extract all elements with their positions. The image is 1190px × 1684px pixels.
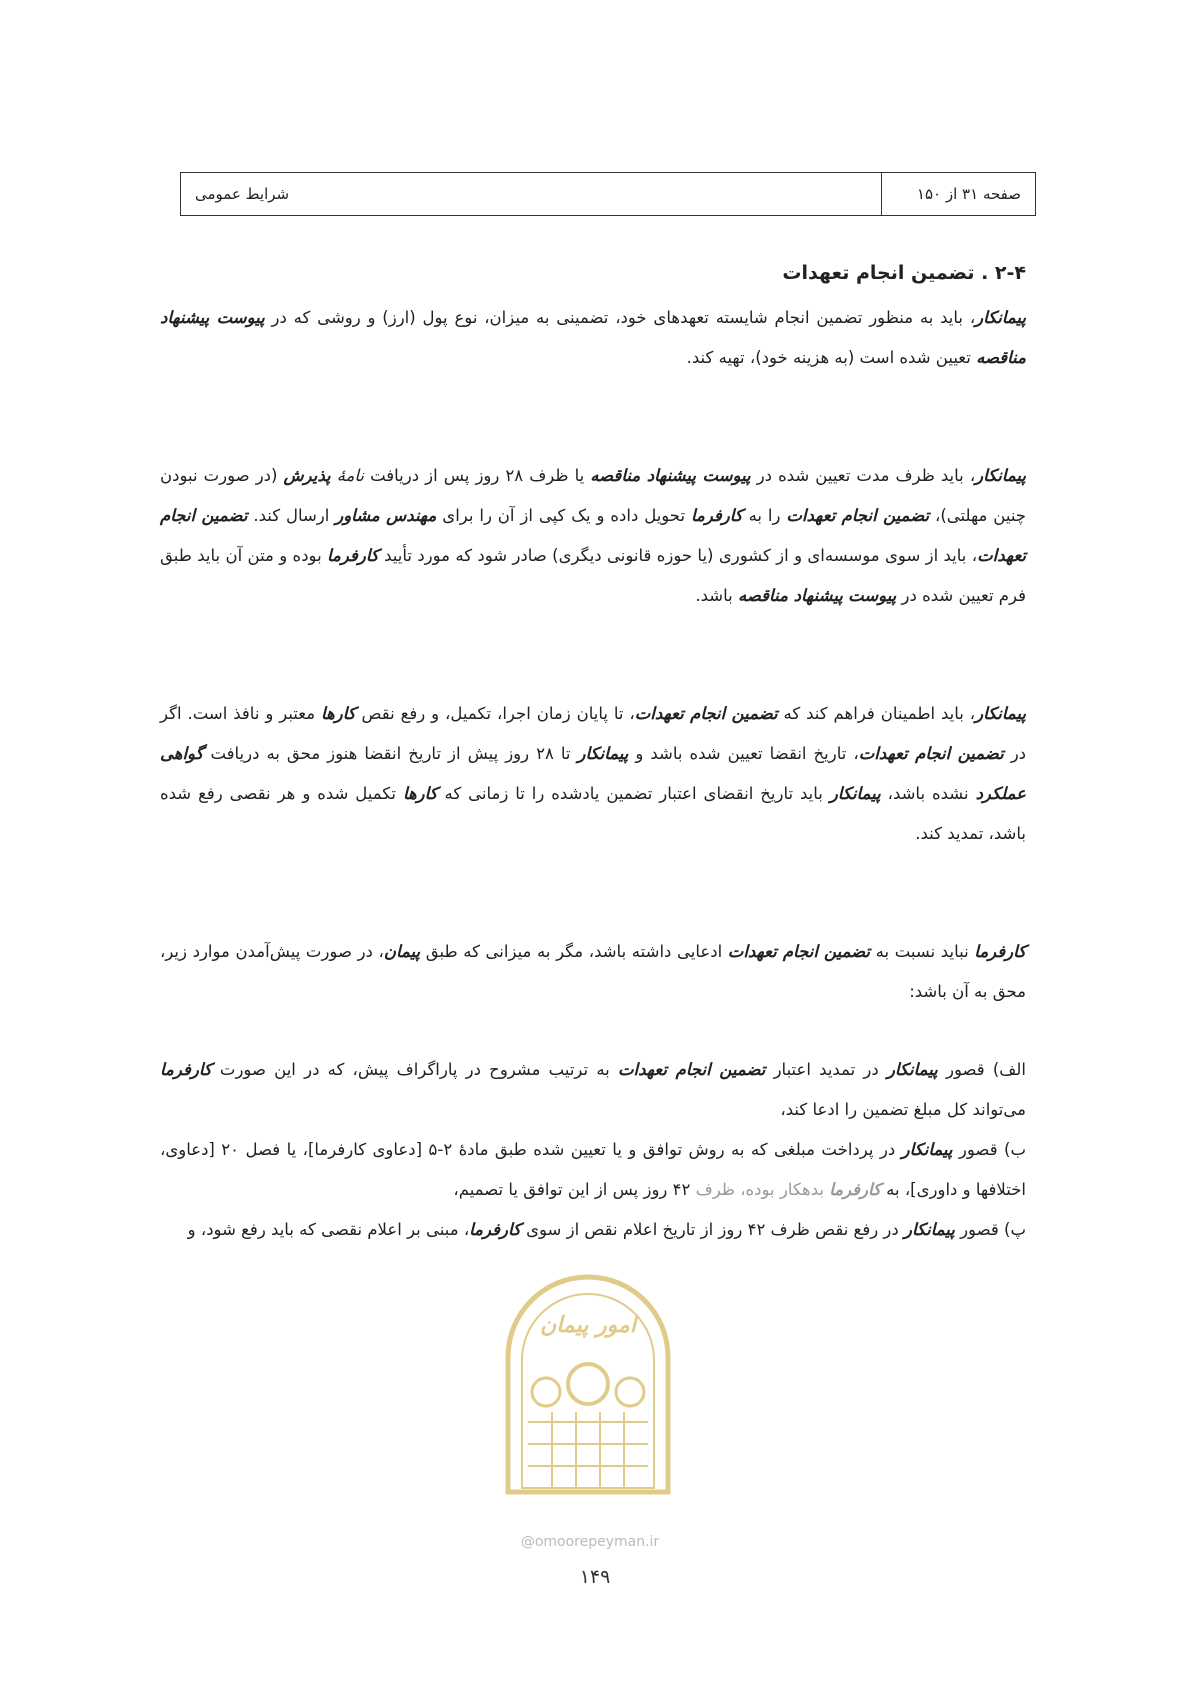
- text: ، باید ظرف مدت تعیین شده در: [756, 466, 976, 485]
- text: ، باید به منظور تضمین انجام شایسته تعهدهای خود، تضمینی به میزان، نوع پول (ارز) و روشی که در: [271, 308, 976, 327]
- term-contractor: پیمانکار: [975, 308, 1026, 327]
- section-title: ۲-۴ . تضمین انجام تعهدات: [782, 262, 1026, 284]
- text: تکمیل شده و هر نقصی رفع شده باشد، تمدید کند.: [160, 784, 1026, 843]
- term-employer: کارفرما: [690, 506, 743, 525]
- term-performance-security: تضمین انجام تعهدات: [160, 506, 1027, 565]
- text: نشده باشد،: [887, 784, 969, 803]
- list-item-b: [160, 1130, 1026, 1210]
- list-item-c: [160, 1210, 1026, 1250]
- term-employer: کارفرما: [829, 1180, 881, 1199]
- text: بدهکار بوده، ظرف: [695, 1180, 824, 1199]
- text: الف) قصور: [945, 1060, 1027, 1079]
- term-contractor: پیمانکار: [886, 1060, 938, 1079]
- paragraph-3: [160, 694, 1026, 854]
- text: در رفع نقص ظرف ۴۲ روز از تاریخ اعلام نقص از سوی: [526, 1220, 899, 1239]
- term-employer: کارفرما: [160, 1060, 212, 1079]
- text: ادعایی داشته باشد، مگر به میزانی که طبق: [425, 942, 723, 961]
- term-acceptance-letter-2: پذیرش: [283, 466, 331, 485]
- text: در پرداخت مبلغی که به روش توافق و یا تعیین شده طبق مادهٔ ۲-۵ [دعاوی کارفرما]، یا فصل ۲۰ [دعاوی، اختلافها و داوری]، به: [160, 1140, 1026, 1199]
- term-tender-appendix: پیوست پیشنهاد مناقصه: [590, 466, 751, 485]
- paragraph-4: [160, 932, 1026, 1012]
- stamp-text: امور پیمان: [540, 1313, 636, 1338]
- text: تعیین شده است (به هزینه خود)، تهیه کند.: [686, 348, 971, 367]
- term-tender-appendix-1: پیوست: [848, 586, 897, 605]
- text: یا ظرف ۲۸ روز پس از دریافت: [370, 466, 585, 485]
- website-watermark: @omoorepeyman.ir: [520, 1534, 660, 1550]
- term-contractor: پیمانکار: [904, 1220, 955, 1239]
- text: ارسال کند.: [253, 506, 330, 525]
- list-item-a: [160, 1050, 1026, 1130]
- text: می‌تواند کل مبلغ تضمین را ادعا کند،: [780, 1100, 1026, 1119]
- term-employer: کارفرما: [327, 546, 379, 565]
- text: بوده و متن آن باید طبق فرم تعیین شده در: [160, 546, 1026, 605]
- term-employer: کارفرما: [469, 1220, 521, 1239]
- term-acceptance-letter-1: نامهٔ: [336, 466, 364, 485]
- term-performance-certificate: گواهی عملکرد: [160, 744, 1026, 803]
- text: ۴۲ روز پس از این توافق یا تصمیم،: [453, 1180, 691, 1199]
- text: تحویل داده و یک کپی از آن را برای: [442, 506, 686, 525]
- text: را به: [748, 506, 781, 525]
- term-contractor: پیمانکار: [901, 1140, 953, 1159]
- paragraph-2: [160, 456, 1026, 616]
- text: ، تاریخ انقضا تعیین شده باشد و: [635, 744, 859, 763]
- term-performance-security: تضمین انجام تعهدات: [617, 1060, 766, 1079]
- paragraph-1: [160, 298, 1026, 378]
- text: باشد.: [695, 586, 733, 605]
- term-engineer: مهندس مشاور: [335, 506, 437, 525]
- text: باید تاریخ انقضای اعتبار تضمین یادشده را تا زمانی که: [444, 784, 823, 803]
- document-body: [160, 262, 1026, 1250]
- text: تا ۲۸ روز پیش از تاریخ انقضا هنوز محق به دریافت: [210, 744, 571, 763]
- text: ، تا پایان زمان اجرا، تکمیل، و رفع نقص: [361, 704, 635, 723]
- term-contractor: پیمانکار: [829, 784, 881, 803]
- term-works: کارها: [402, 784, 438, 803]
- text: ، در صورت پیش‌آمدن موارد زیر، محق به آن باشد:: [160, 942, 1026, 1001]
- watermark-stamp-icon: [488, 1262, 688, 1500]
- text: معتبر و نافذ است. اگر در: [160, 704, 1027, 763]
- text: نباید نسبت به: [875, 942, 969, 961]
- term-performance-security: تضمین انجام تعهدات: [858, 744, 1004, 763]
- term-performance-security: تضمین انجام تعهدات: [634, 704, 778, 723]
- text: به ترتیب مشروح در پاراگراف پیش، که در این صورت: [219, 1060, 610, 1079]
- term-works: کارها: [321, 704, 356, 723]
- term-tender-appendix-2: پیشنهاد مناقصه: [738, 586, 843, 605]
- text: پ) قصور: [960, 1220, 1026, 1239]
- text: ب) قصور: [958, 1140, 1027, 1159]
- term-tender-appendix: پیوست پیشنهاد مناقصه: [160, 308, 1026, 367]
- text: ، باید از سوی موسسه‌ای و از کشوری (یا حوزه قانونی دیگری) صادر شود که مورد تأیید: [384, 546, 978, 565]
- term-contractor: پیمانکار: [975, 466, 1026, 485]
- text: ، باید اطمینان فراهم کند که: [783, 704, 976, 723]
- page-number: ۱۴۹: [579, 1566, 611, 1588]
- term-contractor: پیمانکار: [577, 744, 629, 763]
- text: ، مبنی بر اعلام نقصی که باید رفع شود، و: [187, 1220, 470, 1239]
- text: در تمدید اعتبار: [773, 1060, 879, 1079]
- term-contract: پیمان: [383, 942, 421, 961]
- term-performance-security: تضمین انجام تعهدات: [727, 942, 871, 961]
- term-performance-security: تضمین انجام تعهدات: [786, 506, 930, 525]
- document-title: شرایط عمومی: [195, 185, 290, 203]
- term-employer: کارفرما: [974, 942, 1027, 961]
- page-header: [180, 172, 1036, 216]
- text: (در صورت نبودن چنین مهلتی)،: [160, 466, 1027, 525]
- page-info: صفحه ۳۱ از ۱۵۰: [881, 173, 1035, 215]
- term-contractor: پیمانکار: [975, 704, 1026, 723]
